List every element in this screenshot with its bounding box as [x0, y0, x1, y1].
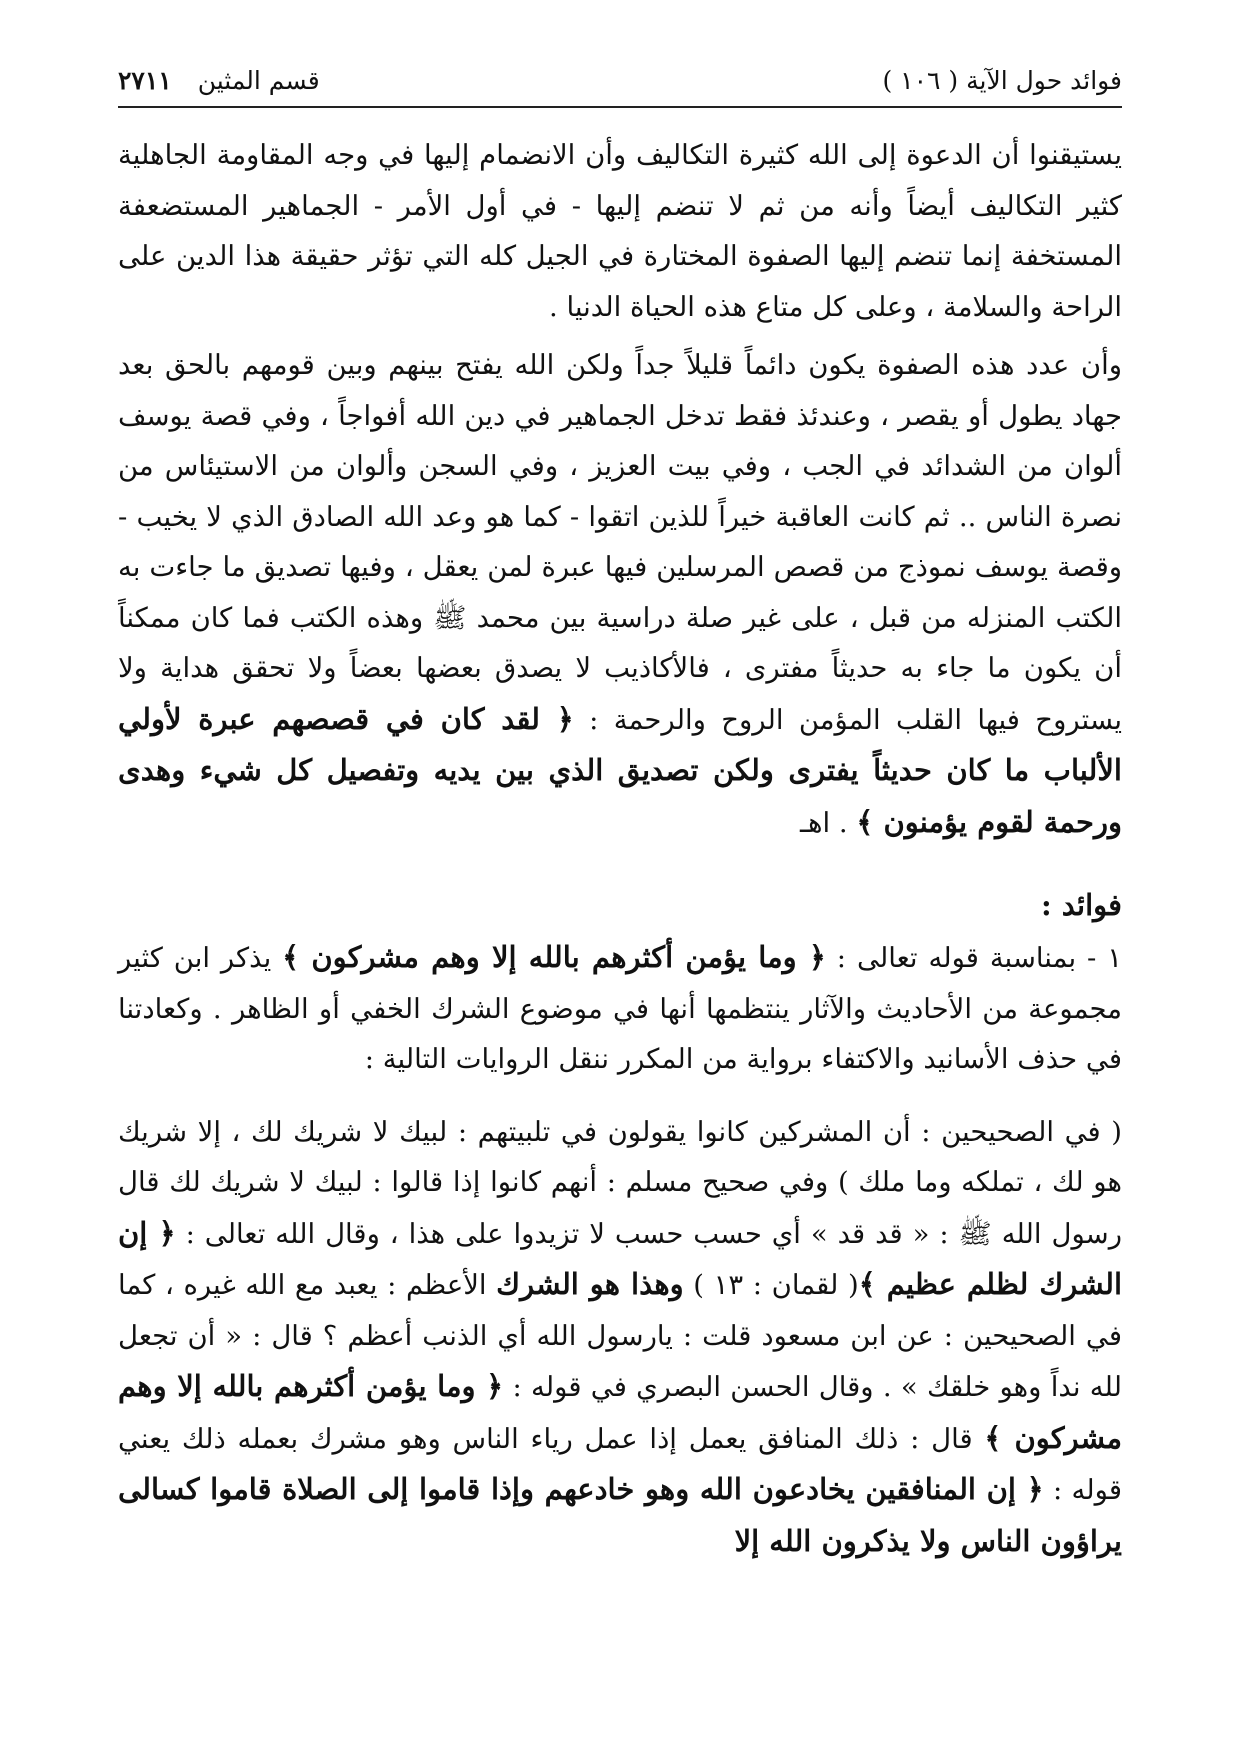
text-run: ( لقمان : ١٣ ): [683, 1269, 859, 1301]
quran-verse: وهذا هو الشرك: [496, 1267, 684, 1301]
text-run: الأعظم : يعبد مع الله غيره ، كما في الصحيحين : عن ابن مسعود قلت : يارسول الله أي الذنب أعظم ؟ قال : « أن تجعل لله نداً وهو خلقك » . وقال الحسن البصري في قوله :: [118, 1269, 1122, 1403]
section-heading: فوائد :: [1041, 888, 1122, 922]
text-run: ( في الصحيحين : أن المشركين كانوا يقولون في تلبيتهم : لبيك لا شريك لك ، إلا شريك هو لك ، تملكه وما ملك ) وفي صحيح مسلم : أنهم كانوا إذا قالوا : لبيك لا شريك لك قال رسول الله ﷺ : « قد قد » أي حسب حسب لا تزيدوا على هذا ، وقال الله تعالى :: [118, 1115, 1123, 1250]
paragraph: [118, 932, 1122, 1085]
page-number: ٢٧١١: [118, 66, 172, 95]
section-name: قسم المثين: [197, 66, 320, 95]
quran-verse: ﴿ لقد كان في قصصهم عبرة لأولي الألباب ما كان حديثاً يفترى ولكن تصديق الذي بين يديه وتفصيل كل شيء وهدى ورحمة لقوم يؤمنون ﴾: [118, 701, 1122, 839]
paragraph: [118, 1107, 1122, 1568]
header-left: [118, 64, 320, 98]
page-header: [118, 64, 1122, 108]
paragraph: [118, 340, 1122, 848]
text-run: يذكر ابن كثير مجموعة من الأحاديث والآثار ينتظمها أنها في موضوع الشرك الخفي أو الظاهر . وكعادتنا في حذف الأسانيد والاكتفاء برواية من المكرر ننقل الروايات التالية :: [118, 942, 1122, 1075]
paragraph: [118, 130, 1122, 332]
quran-verse: ﴿ وما يؤمن أكثرهم بالله إلا وهم مشركون ﴾: [118, 1369, 1123, 1455]
text-run: . اهـ: [799, 806, 857, 839]
text-run: ١ - بمناسبة قوله تعالى :: [825, 942, 1122, 974]
quran-verse: ﴿ إن المنافقين يخادعون الله وهو خادعهم وإذا قاموا إلى الصلاة قاموا كسالى يراؤون الناس ولا يذكرون الله إلا: [118, 1472, 1122, 1558]
quran-verse: ﴿ إن الشرك لظلم عظيم ﴾: [118, 1215, 1123, 1301]
running-title: فوائد حول الآية ( ١٠٦ ): [882, 66, 1122, 95]
text-run: قال : ذلك المنافق يعمل إذا عمل رياء الناس وهو مشرك بعمله ذلك يعني قوله :: [118, 1422, 1122, 1506]
text-run: يستيقنوا أن الدعوة إلى الله كثيرة التكاليف وأن الانضمام إليها في وجه المقاومة الجاهلية كثير التكاليف أيضاً وأنه من ثم لا تنضم إليها - في أول الأمر - الجماهير المستضعفة المستخفة إنما تنضم إليها الصفوة المختارة في الجيل كله التي تؤثر حقيقة هذا الدين على الراحة والسلامة ، وعلى كل متاع هذه الحياة الدنيا .: [118, 139, 1122, 323]
text-run: وأن عدد هذه الصفوة يكون دائماً قليلاً جداً ولكن الله يفتح بينهم وبين قومهم بالحق بعد جهاد يطول أو يقصر ، وعندئذ فقط تدخل الجماهير في دين الله أفواجاً ، وفي قصة يوسف ألوان من الشدائد في الجب ، وفي بيت العزيز ، وفي السجن وألوان من الاستيئاس من نصرة الناس .. ثم كانت العاقبة خيراً للذين اتقوا - كما هو وعد الله الصادق الذي لا يخيب - وقصة يوسف نموذج من قصص المرسلين فيها عبرة لمن يعقل ، وفيها تصديق ما جاءت به الكتب المنزله من قبل ، على غير صلة دراسية بين محمد ﷺ وهذه الكتب فما كان ممكناً أن يكون ما جاء به حديثاً مفترى ، فالأكاذيب لا يصدق بعضها بعضاً ولا تحقق هداية ولا يستروح فيها القلب المؤمن الروح والرحمة :: [118, 349, 1123, 736]
quran-verse: ﴿ وما يؤمن أكثرهم بالله إلا وهم مشركون ﴾: [282, 940, 826, 974]
